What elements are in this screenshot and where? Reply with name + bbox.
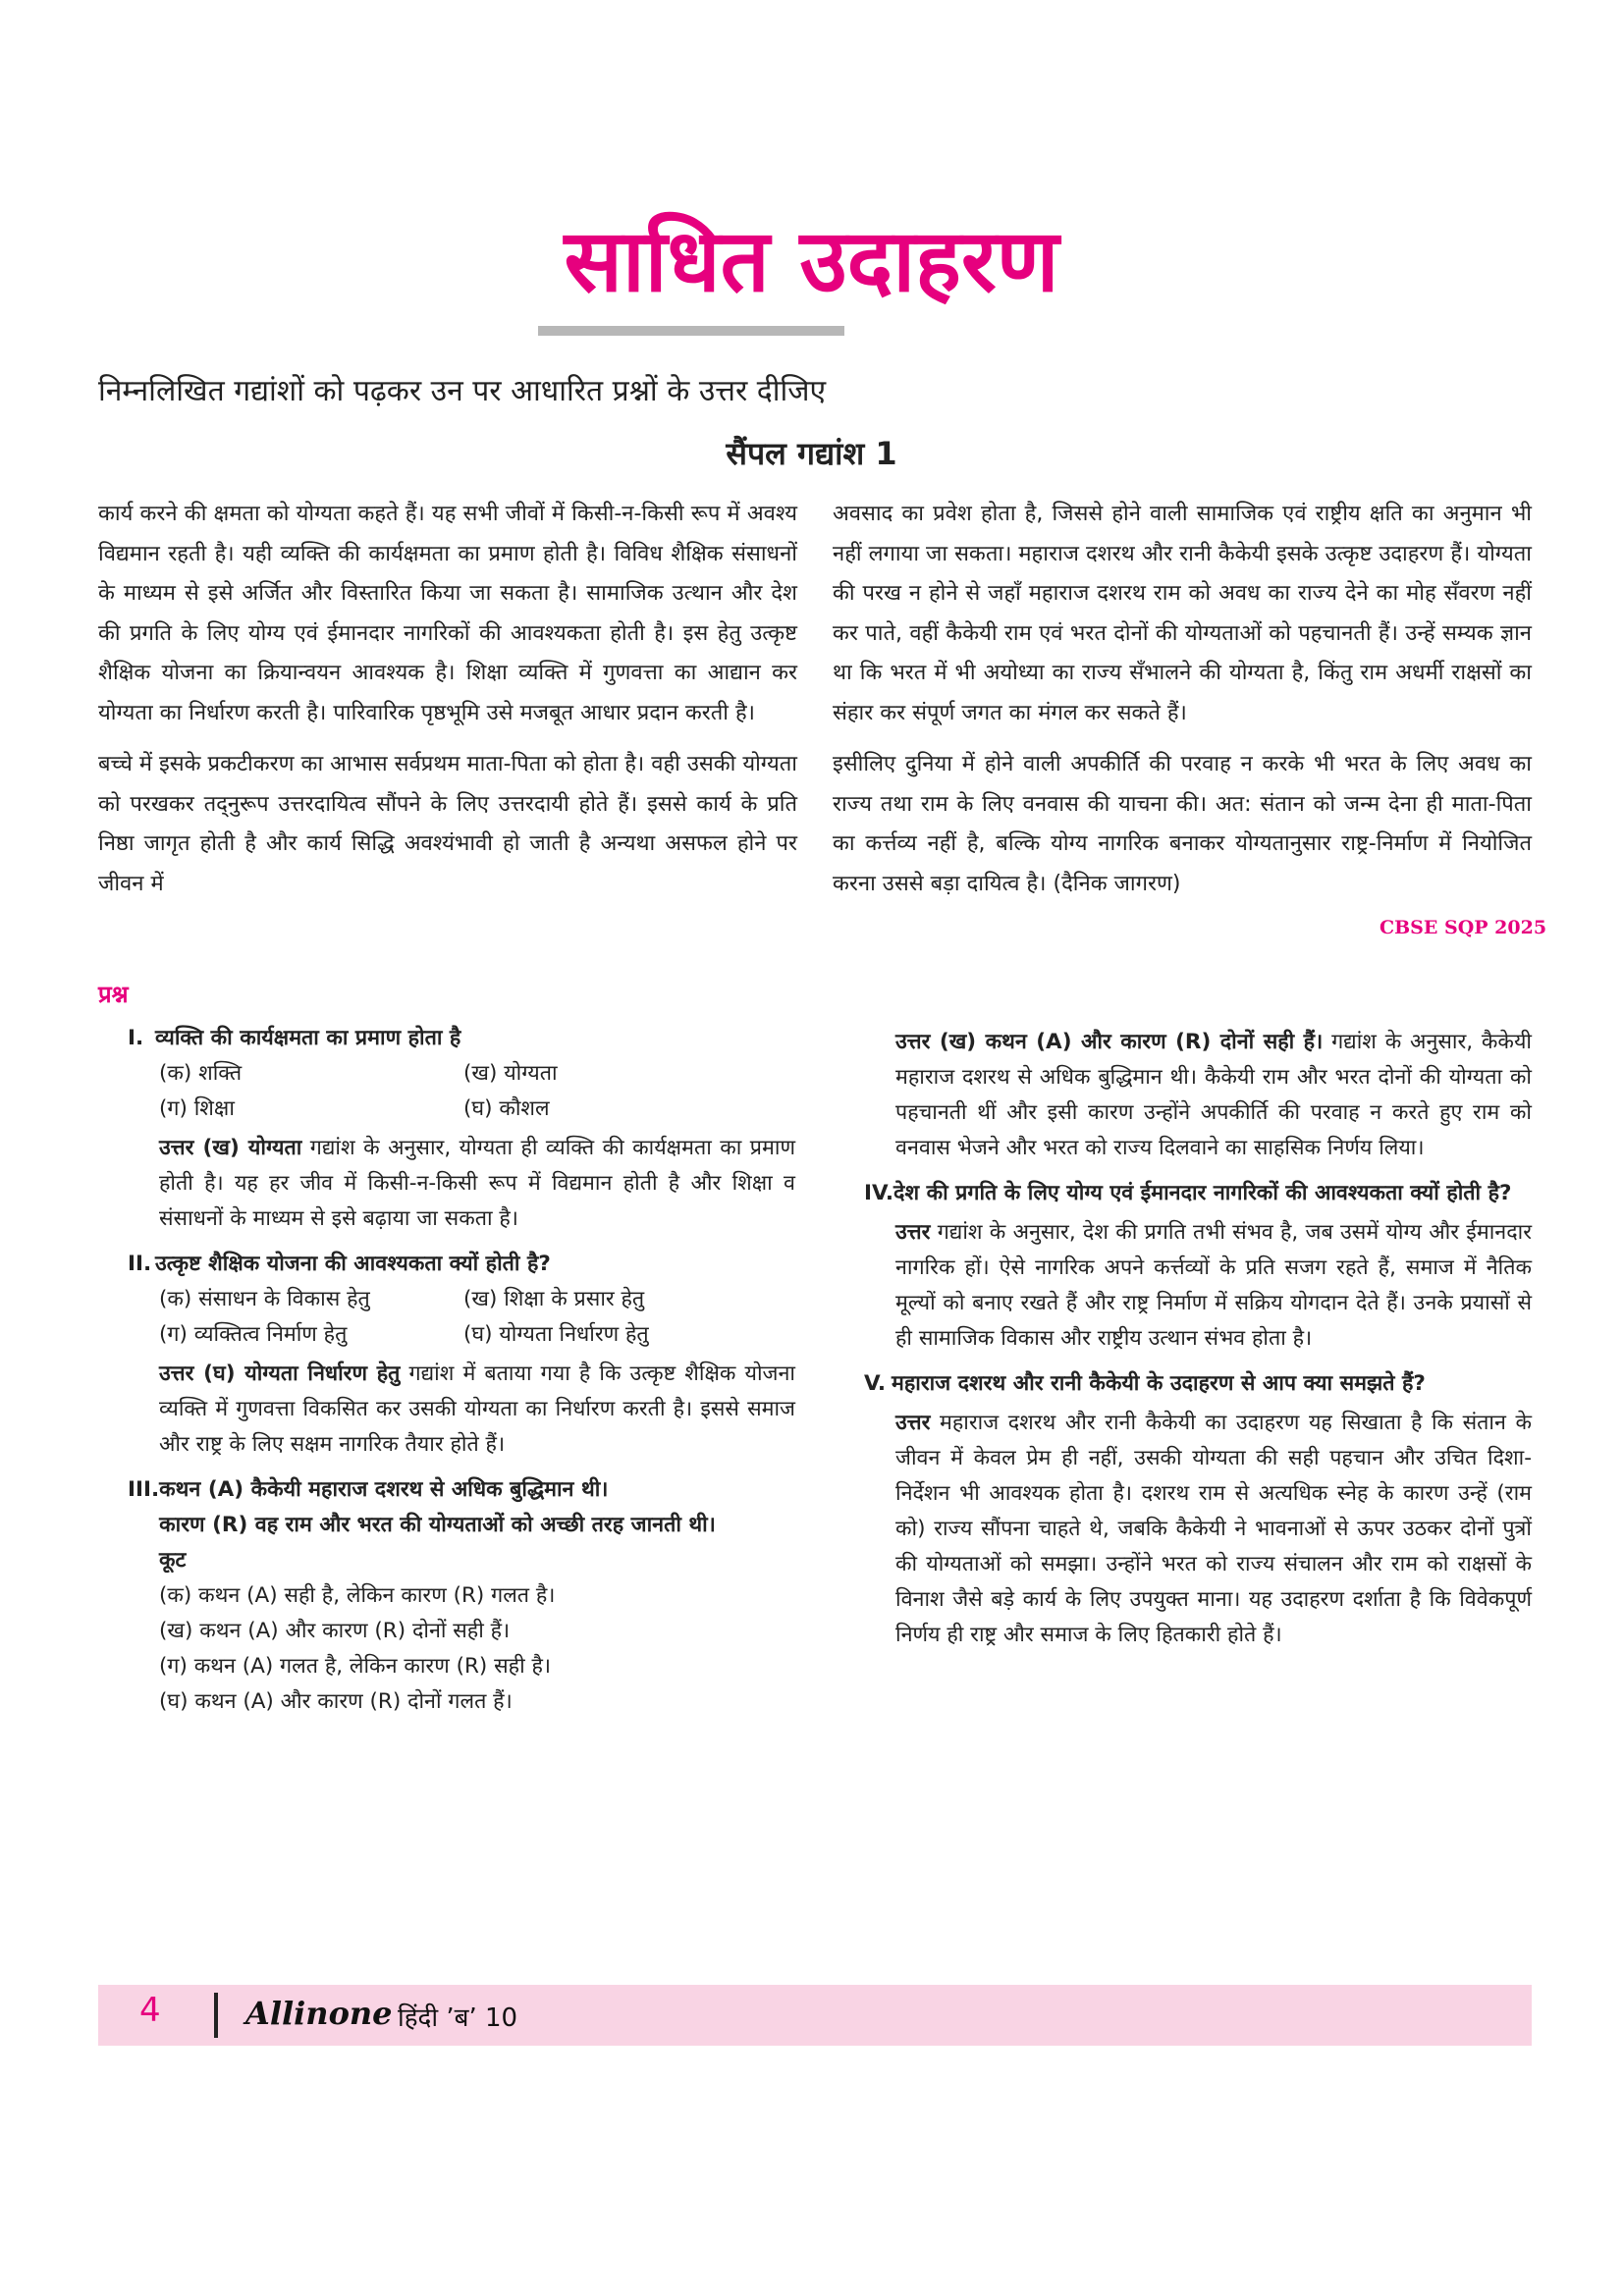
answer-label: उत्तर (895, 1411, 931, 1435)
answer (895, 1406, 1532, 1653)
option: (घ) कथन (A) और कारण (R) दोनों गलत हैं। (159, 1689, 513, 1714)
question-number: V. (864, 1371, 887, 1396)
page-footer (98, 1985, 1532, 2046)
passage-paragraph: कार्य करने की क्षमता को योग्यता कहते हैं। यह सभी जीवों में किसी-न-किसी रूप में अवश्य विद्यमान रहती है। यही व्यक्ति की कार्यक्षमता का प्रमाण होती है। विविध शैक्षिक संसाधनों के माध्यम से इसे अर्जित और विस्तारित किया जा सकता है। सामाजिक उत्थान और देश की प्रगति के लिए योग्य एवं ईमानदार नागरिकों की आवश्यकता होती है। इस हेतु उत्कृष्ट शैक्षिक योजना का क्रियान्वयन आवश्यक है। शिक्षा व्यक्ति में गुणवत्ता का आद्यान कर योग्यता का निर्धारण करती है। पारिवारिक पृष्ठभूमि उसे मजबूत आधार प्रदान करती है। (98, 502, 797, 725)
passage-left-column (98, 495, 797, 916)
question-5 (864, 1366, 1532, 1653)
answer (159, 1357, 795, 1463)
option: (क) शक्ति (159, 1061, 243, 1086)
question-1 (128, 1021, 795, 1237)
option: (ग) कथन (A) गलत है, लेकिन कारण (R) सही है। (159, 1654, 552, 1679)
answer (895, 1215, 1532, 1357)
passage-right-column (833, 495, 1532, 916)
title-underline (538, 326, 844, 336)
option: (घ) कौशल (463, 1096, 550, 1121)
source-tag: CBSE SQP 2025 (1380, 917, 1547, 938)
option: (क) संसाधन के विकास हेतु (159, 1287, 370, 1311)
answer-text: गद्यांश में बताया गया है कि उत्कृष्ट शैक्षिक योजना व्यक्ति में गुणवत्ता विकसित कर उसकी योग्यता का निर्धारण करती है। इससे समाज और राष्ट्र के लिए सक्षम नागरिक तैयार होते हैं। (159, 1362, 795, 1457)
answer-text: गद्यांश के अनुसार, कैकेयी महाराज दशरथ से अधिक बुद्धिमान थी। कैकेयी राम और भरत दोनों की योग्यता को पहचानती थीं और इसी कारण उन्होंने अपकीर्ति की परवाह न करते हुए राम को वनवास भेजने और भरत को राज्य दिलवाने का साहसिक निर्णय लिया। (895, 1030, 1532, 1160)
option: (ग) व्यक्तित्व निर्माण हेतु (159, 1322, 348, 1347)
question-4 (864, 1176, 1532, 1357)
page-title: साधित उदाहरण (564, 210, 1059, 311)
question-text: महाराज दशरथ और रानी कैकेयी के उदाहरण से आप क्या समझते हैं? (892, 1371, 1426, 1396)
question-number: III. (128, 1477, 160, 1502)
code-label: कूट (159, 1548, 187, 1573)
answer-q3 (895, 1025, 1532, 1166)
passage-paragraph: इसीलिए दुनिया में होने वाली अपकीर्ति की परवाह न करके भी भरत के लिए अवध का राज्य तथा राम के लिए वनवास की याचना की। अत: संतान को जन्म देना ही माता-पिता का कर्त्तव्य नहीं है, बल्कि योग्य नागरिक बनाकर योग्यतानुसार राष्ट्र-निर्माण में नियोजित करना उससे बड़ा दायित्व है। (दैनिक जागरण) (833, 752, 1532, 896)
answer-text: महाराज दशरथ और रानी कैकेयी का उदाहरण यह सिखाता है कि संतान के जीवन में केवल प्रेम ही नहीं, उसकी योग्यता की सही पहचान और उचित दिशा-निर्देशन भी आवश्यक होता है। दशरथ राम से अत्यधिक स्नेह के कारण उन्हें (राम को) राज्य सौंपना चाहते थे, जबकि कैकेयी ने भावनाओं से ऊपर उठकर दोनों पुत्रों की योग्यताओं को समझा। उन्होंने भरत को राज्य संचालन और राम को राक्षसों के विनाश जैसे बड़े कार्य के लिए उपयुक्त माना। यह उदाहरण दर्शाता है कि विवेकपूर्ण निर्णय ही राष्ट्र और समाज के लिए हितकारी होते हैं। (895, 1411, 1532, 1647)
passage-paragraph: अवसाद का प्रवेश होता है, जिससे होने वाली सामाजिक एवं राष्ट्रीय क्षति का अनुमान भी नहीं लगाया जा सकता। महाराज दशरथ और रानी कैकेयी इसके उत्कृष्ट उदाहरण हैं। योग्यता की परख न होने से जहाँ महाराज दशरथ राम को अवध का राज्य देने का मोह सँवरण नहीं कर पाते, वहीं कैकेयी राम एवं भरत दोनों की योग्यताओं को पहचानती हैं। उन्हें सम्यक ज्ञान था कि भरत में भी अयोध्या का राज्य सँभालने की योग्यता है, किंतु राम अधर्मी राक्षसों का संहार कर संपूर्ण जगत का मंगल कर सकते हैं। (833, 502, 1532, 725)
page-number: 4 (139, 1991, 161, 2030)
passage-paragraph: बच्चे में इसके प्रकटीकरण का आभास सर्वप्रथम माता-पिता को होता है। वही उसकी योग्यता को परखकर तद्नुरूप उत्तरदायित्व सौंपने के लिए उत्तरदायी होते हैं। इससे कार्य के प्रति निष्ठा जागृत होती है और कार्य सिद्धि अवश्यंभावी हो जाती है अन्यथा असफल होने पर जीवन में (98, 752, 797, 896)
option: (क) कथन (A) सही है, लेकिन कारण (R) गलत है। (159, 1583, 556, 1608)
options (159, 1578, 795, 1720)
question-number: IV. (864, 1181, 894, 1205)
options (159, 1282, 795, 1353)
question-text: देश की प्रगति के लिए योग्य एवं ईमानदार नागरिकों की आवश्यकता क्यों होती है? (893, 1181, 1512, 1205)
questions-right-column (864, 1021, 1532, 1663)
footer-divider (214, 1993, 218, 2038)
answer-label: उत्तर (ख) योग्यता (159, 1136, 302, 1160)
questions-left-column (128, 1021, 795, 1728)
answer-label: उत्तर (ख) कथन (A) और कारण (R) दोनों सही हैं। (895, 1030, 1324, 1054)
question-number: II. (128, 1252, 152, 1276)
questions-heading: प्रश्न (98, 981, 129, 1008)
option: (ग) शिक्षा (159, 1096, 235, 1121)
brand-logo: Allinone (245, 1995, 393, 2032)
instruction-text: निम्नलिखित गद्यांशों को पढ़कर उन पर आधारित प्रश्नों के उत्तर दीजिए (98, 374, 827, 408)
options (159, 1056, 795, 1127)
question-text: व्यक्ति की कार्यक्षमता का प्रमाण होता है (155, 1026, 461, 1050)
assertion-text: कथन (A) कैकेयी महाराज दशरथ से अधिक बुद्धिमान थी। (159, 1477, 609, 1502)
question-number: I. (128, 1026, 144, 1050)
question-text: उत्कृष्ट शैक्षिक योजना की आवश्यकता क्यों होती है? (155, 1252, 551, 1276)
option: (ख) शिक्षा के प्रसार हेतु (463, 1287, 645, 1311)
answer-text: गद्यांश के अनुसार, देश की प्रगति तभी संभव है, जब उसमें योग्य और ईमानदार नागरिक हों। ऐसे नागरिक अपने कर्त्तव्यों के प्रति सजग रहते हैं, समाज में नैतिक मूल्यों को बनाए रखते हैं और राष्ट्र निर्माण में सक्रिय योगदान देते हैं। उनके प्रयासों से ही सामाजिक विकास और राष्ट्रीय उत्थान संभव होता है। (895, 1220, 1532, 1351)
reason-text: कारण (R) वह राम और भरत की योग्यताओं को अच्छी तरह जानती थी। (159, 1513, 716, 1537)
answer-label: उत्तर (895, 1220, 931, 1245)
option: (घ) योग्यता निर्धारण हेतु (463, 1322, 649, 1347)
answer (159, 1131, 795, 1237)
answer-text: गद्यांश के अनुसार, योग्यता ही व्यक्ति की कार्यक्षमता का प्रमाण होती है। यह हर जीव में किसी-न-किसी रूप में विद्यमान होती है और शिक्षा व संसाधनों के माध्यम से इसे बढ़ाया जा सकता है। (159, 1136, 796, 1231)
answer-label: उत्तर (घ) योग्यता निर्धारण हेतु (159, 1362, 401, 1386)
option: (ख) कथन (A) और कारण (R) दोनों सही हैं। (159, 1619, 511, 1643)
question-3 (128, 1472, 795, 1720)
option: (ख) योग्यता (463, 1061, 558, 1086)
passage-title: सैंपल गद्यांश 1 (726, 435, 897, 472)
book-subtitle: हिंदी ’ब’ 10 (398, 2003, 518, 2033)
question-2 (128, 1247, 795, 1463)
